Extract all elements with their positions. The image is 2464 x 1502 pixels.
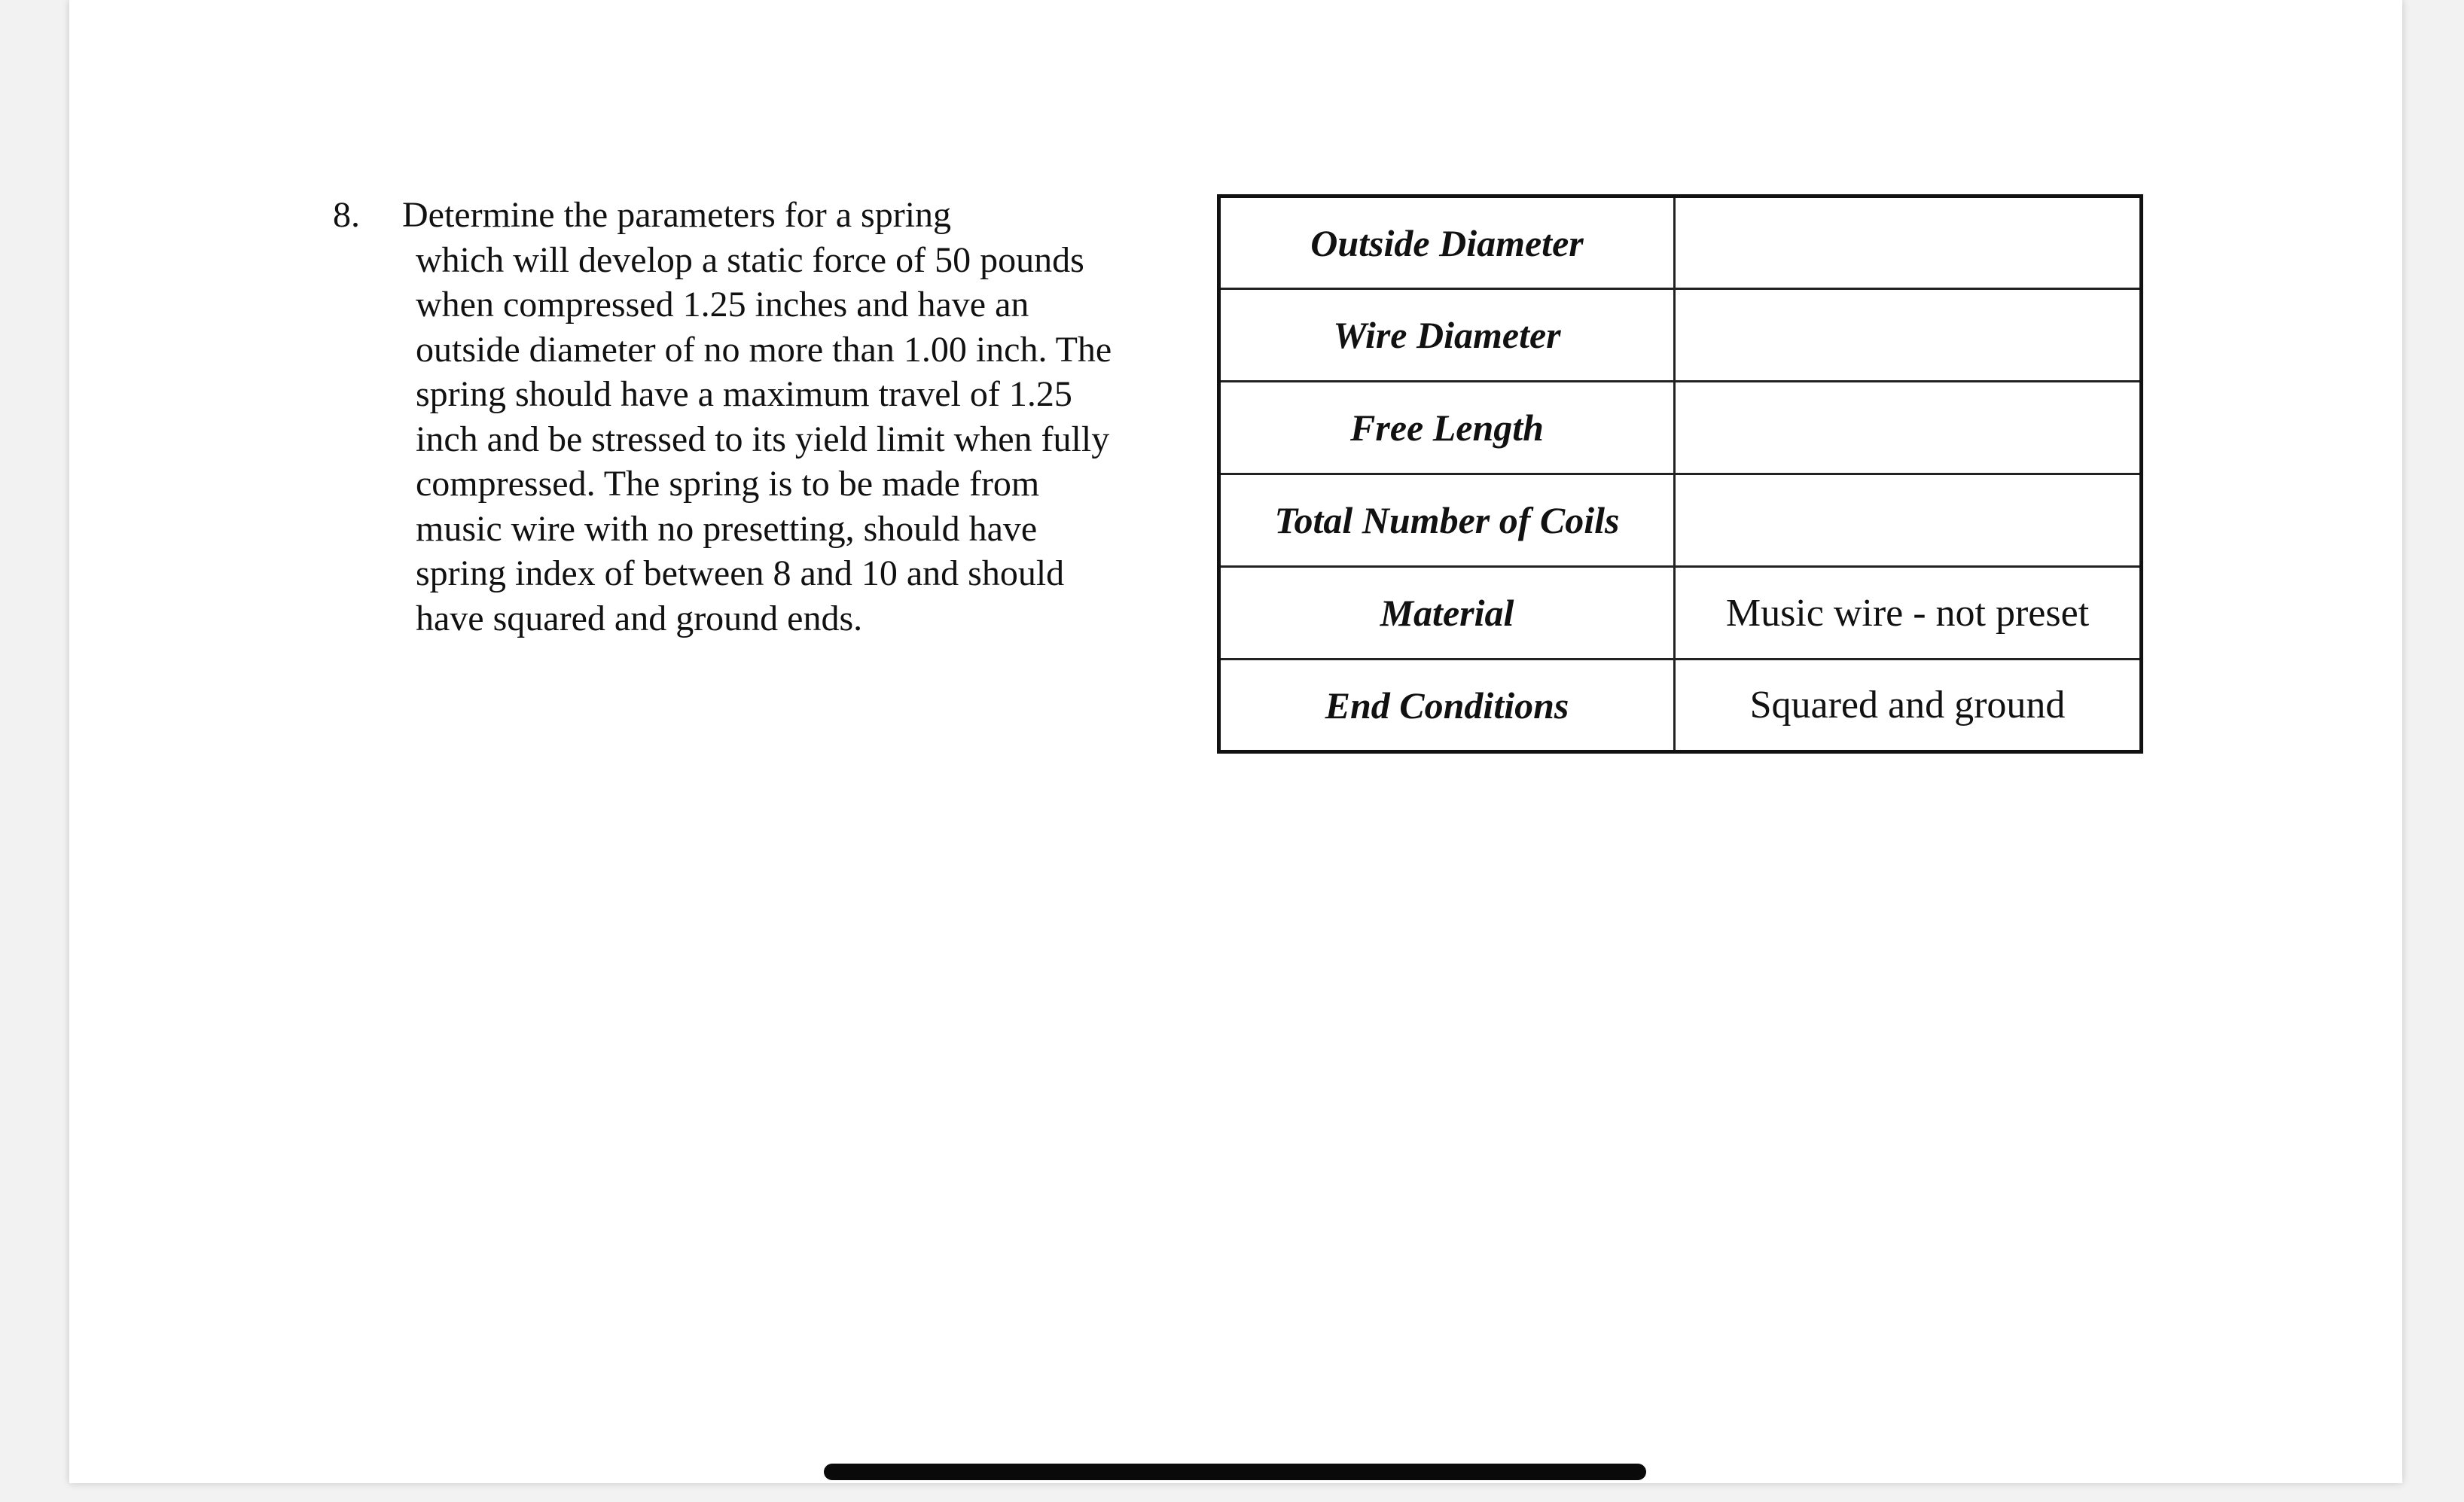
problem-text-line: outside diameter of no more than 1.00 inch. The [416,329,1112,370]
param-value-end-conditions: Squared and ground [1675,660,2142,752]
table-row [1219,567,2142,660]
problem-text-line: Determine the parameters for a spring [402,195,952,235]
param-label-end-conditions: End Conditions [1219,660,1675,752]
problem-text-line: which will develop a static force of 50 pounds [416,239,1084,280]
param-label-material: Material [1219,567,1675,660]
param-value-wire-diameter [1675,289,2142,382]
problem-number: 8. [333,195,360,235]
table-row [1219,197,2142,289]
problem-statement [333,193,1221,641]
param-label-wire-diameter: Wire Diameter [1219,289,1675,382]
param-label-free-length: Free Length [1219,382,1675,474]
problem-text-line: compressed. The spring is to be made from [416,464,1040,504]
problem-text-line: spring index of between 8 and 10 and should [416,553,1065,593]
problem-text-line: spring should have a maximum travel of 1.25 [416,374,1072,414]
problem-text-line: inch and be stressed to its yield limit when fully [416,419,1110,459]
param-value-total-coils [1675,474,2142,567]
table-row [1219,382,2142,474]
param-value-material: Music wire - not preset [1675,567,2142,660]
home-indicator-bar[interactable] [824,1464,1646,1480]
param-value-free-length [1675,382,2142,474]
table-row [1219,474,2142,567]
table-row [1219,289,2142,382]
param-label-outside-diameter: Outside Diameter [1219,197,1675,289]
table-row [1219,660,2142,752]
document-page[interactable] [69,0,2402,1483]
param-value-outside-diameter [1675,197,2142,289]
problem-text-line: music wire with no presetting, should have [416,508,1038,549]
problem-text-line: have squared and ground ends. [416,598,863,638]
problem-text-line: when compressed 1.25 inches and have an [416,285,1029,324]
param-label-total-coils: Total Number of Coils [1219,474,1675,567]
spring-parameters-table [1217,194,2143,754]
